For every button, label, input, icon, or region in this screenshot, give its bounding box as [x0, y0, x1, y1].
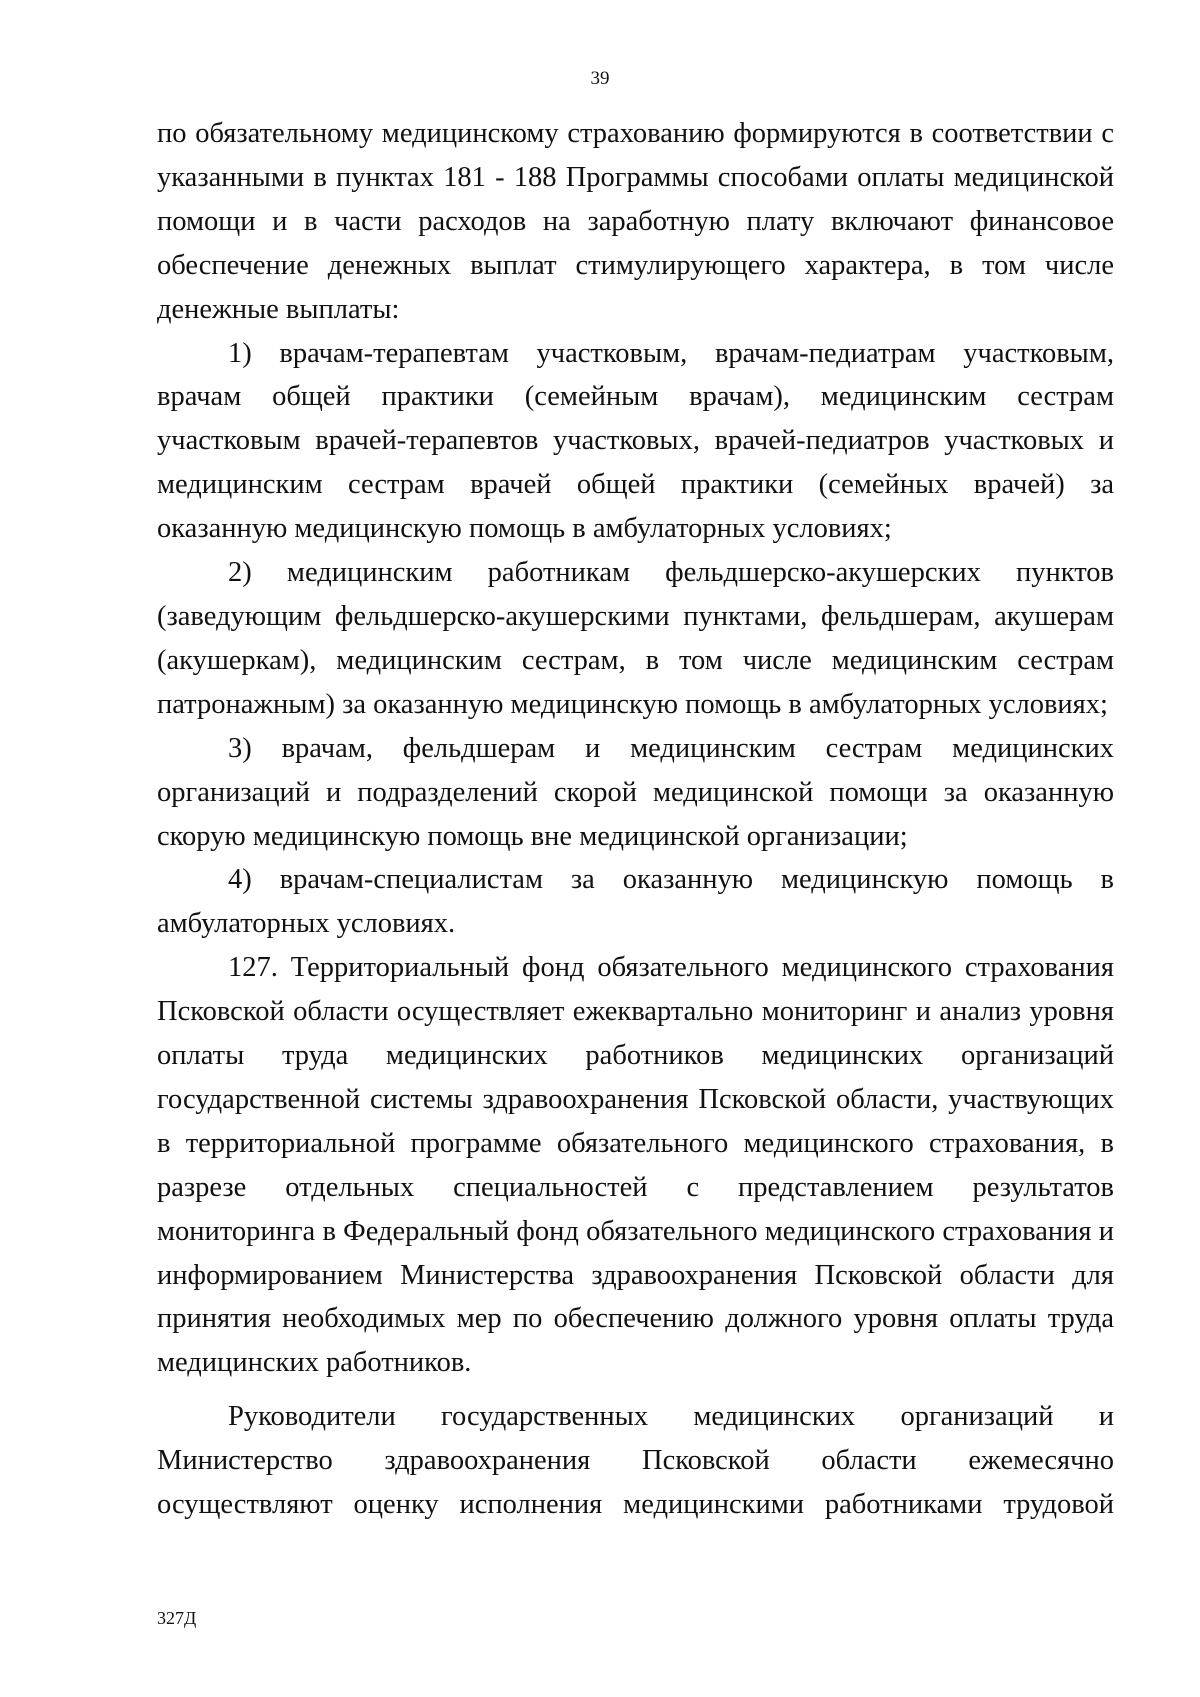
list-item-4: 4) врачам-специалистам за оказанную медицинскую помощь в амбулаторных условиях.: [157, 864, 1114, 940]
page-number: 39: [590, 68, 610, 89]
paragraph-heads-assessment: Руководители государственных медицинских организаций и Министерство здравоохранения Псковской области ежемесячно осуществляют оценку исполнения медицинскими работниками трудовой: [157, 1401, 1114, 1521]
list-item-2: 2) медицинским работникам фельдшерско-акушерских пунктов (заведующим фельдшерско-акушерскими пунктами, фельдшерам, акушерам (акушеркам), медицинским сестрам, в том числе медицинским сестрам патронажным) за оказанную медицинскую помощь в амбулаторных условиях;: [157, 557, 1114, 720]
document-body: [157, 112, 1114, 1527]
paragraph-continuation: по обязательному медицинскому страхованию формируются в соответствии с указанными в пунктах 181 - 188 Программы способами оплаты медицинской помощи и в части расходов на заработную плату включают финансовое обеспечение денежных выплат стимулирующего характера, в том числе денежные выплаты:: [157, 118, 1114, 325]
clause-127: 127. Территориальный фонд обязательного медицинского страхования Псковской области осуществляет ежеквартально мониторинг и анализ уровня оплаты труда медицинских работников медицинских организаций государственной системы здравоохранения Псковской области, участвующих в территориальной программе обязательного медицинского страхования, в разрезе отдельных специальностей с представлением результатов мониторинга в Федеральный фонд обязательного медицинского страхования и информированием Министерства здравоохранения Псковской области для принятия необходимых мер по обеспечению должного уровня оплаты труда медицинских работников.: [157, 952, 1114, 1379]
list-item-1: 1) врачам-терапевтам участковым, врачам-педиатрам участковым, врачам общей практики (семейным врачам), медицинским сестрам участковым врачей-терапевтов участковых, врачей-педиатров участковых и медицинским сестрам врачей общей практики (семейных врачей) за оказанную медицинскую помощь в амбулаторных условиях;: [157, 337, 1114, 545]
list-item-3: 3) врачам, фельдшерам и медицинским сестрам медицинских организаций и подразделений скорой медицинской помощи за оказанную скорую медицинскую помощь вне медицинской организации;: [157, 732, 1114, 852]
document-code: 327Д: [157, 1608, 197, 1628]
